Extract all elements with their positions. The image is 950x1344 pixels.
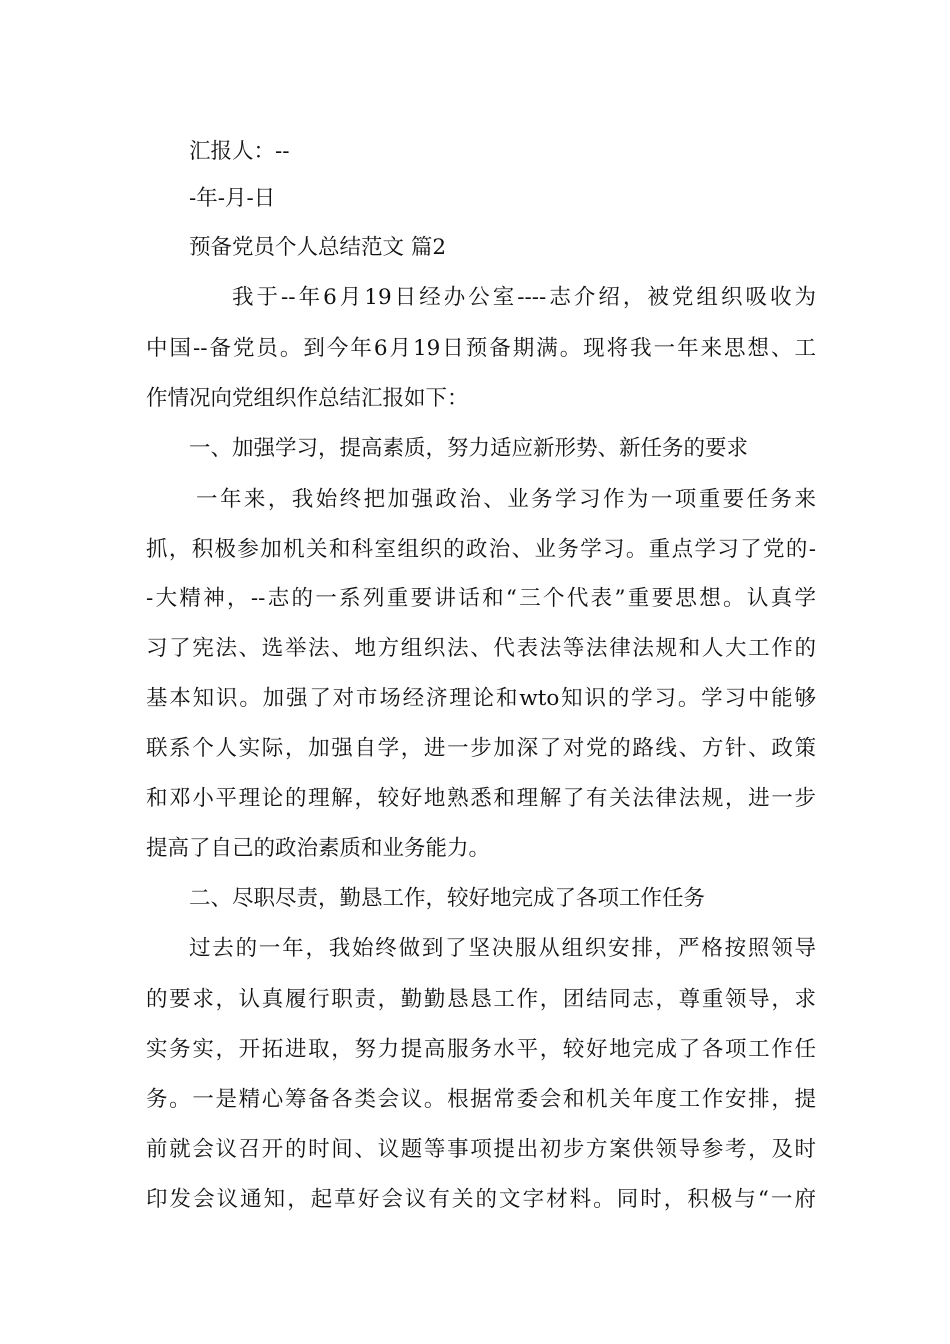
paragraph-line: 我于--年6月19日经办公室----志介绍，被党组织吸收为 [232,285,816,310]
paragraph-line: 提高了自己的政治素质和业务能力。 [146,836,491,861]
reporter-line: 汇报人：-- [189,139,290,164]
paragraph-line: 过去的一年，我始终做到了坚决服从组织安排，严格按照领导 [189,936,816,961]
section-heading: 二、尽职尽责，勤恳工作，较好地完成了各项工作任务 [189,886,706,911]
paragraph-line: 一年来，我始终把加强政治、业务学习作为一项重要任务来 [196,487,816,512]
paragraph-line: 务。一是精心筹备各类会议。根据常委会和机关年度工作安排，提 [146,1087,816,1112]
paragraph-line: 的要求，认真履行职责，勤勤恳恳工作，团结同志，尊重领导，求 [146,987,816,1012]
paragraph-line: 作情况向党组织作总结汇报如下： [146,386,469,411]
paragraph-line: 印发会议通知，起草好会议有关的文字材料。同时，积极与“一府 [146,1187,816,1212]
paragraph-line: 习了宪法、选举法、地方组织法、代表法等法律法规和人大工作的 [146,636,816,661]
section-title: 预备党员个人总结范文 篇2 [189,235,447,260]
paragraph-line: 前就会议召开的时间、议题等事项提出初步方案供领导参考，及时 [146,1137,816,1162]
paragraph-line: 中国--备党员。到今年6月19日预备期满。现将我一年来思想、工 [146,336,816,361]
paragraph-line: -大精神，--志的一系列重要讲话和“三个代表”重要思想。认真学 [146,586,816,611]
paragraph-line: 抓，积极参加机关和科室组织的政治、业务学习。重点学习了党的- [146,537,816,562]
paragraph-line: 实务实，开拓进取，努力提高服务水平，较好地完成了各项工作任 [146,1037,816,1062]
date-line: -年-月-日 [189,186,276,211]
paragraph-line: 联系个人实际，加强自学，进一步加深了对党的路线、方针、政策 [146,736,816,761]
paragraph-line: 和邓小平理论的理解，较好地熟悉和理解了有关法律法规，进一步 [146,786,816,811]
section-heading: 一、加强学习，提高素质，努力适应新形势、新任务的要求 [189,436,749,461]
paragraph-line: 基本知识。加强了对市场经济理论和wto知识的学习。学习中能够 [146,686,816,711]
